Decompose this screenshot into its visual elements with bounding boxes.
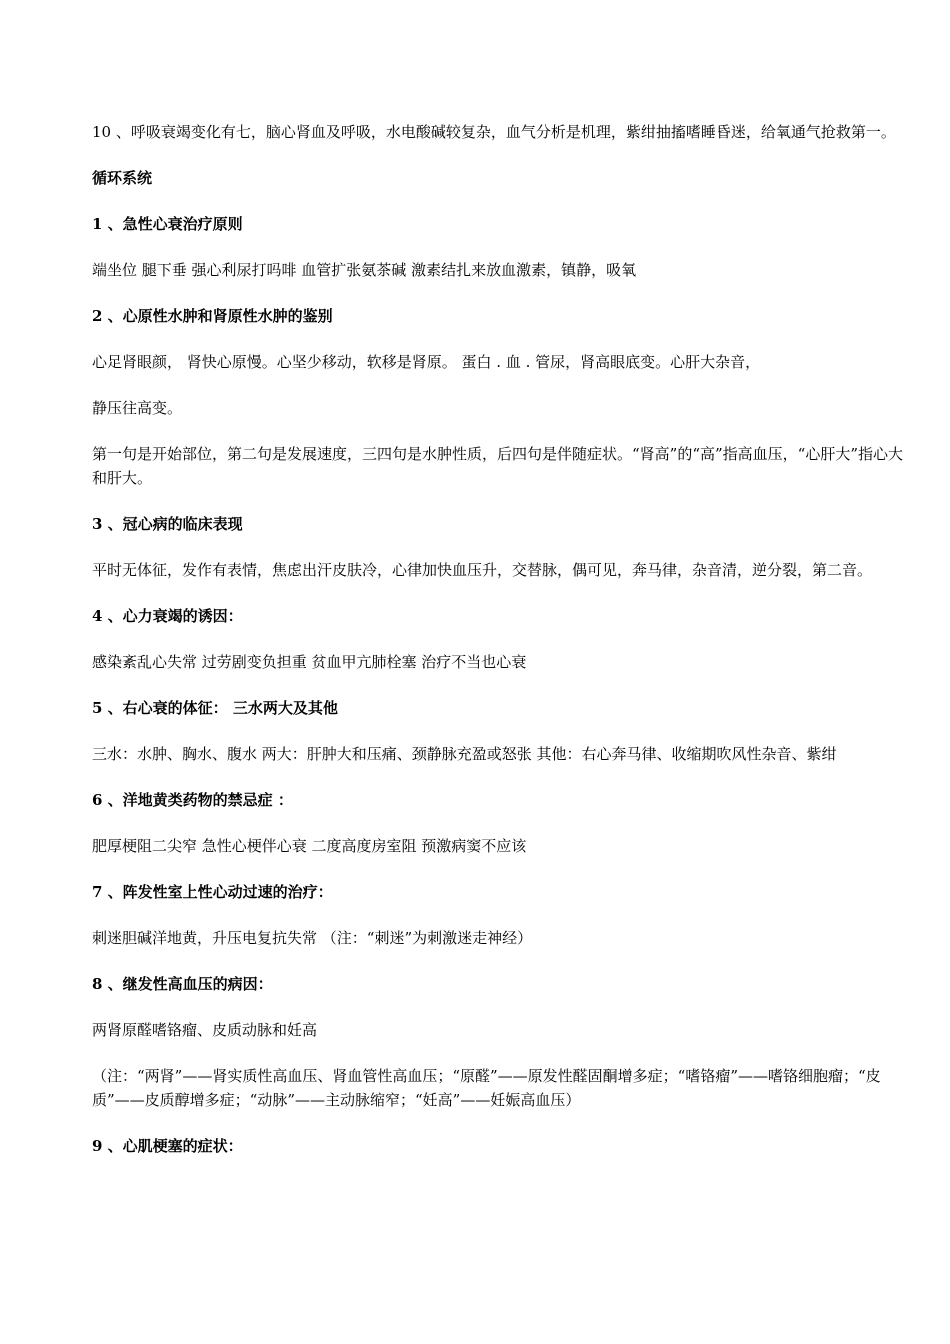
paragraph-acute-heart-failure-treatment: 端坐位 腿下垂 强心利尿打吗啡 血管扩张氨茶碱 激素结扎来放血激素，镇静，吸氧: [92, 261, 637, 279]
heading-coronary-heart-disease: 3 、冠心病的临床表现: [92, 515, 243, 533]
heading-acute-heart-failure-treatment: 1 、急性心衰治疗原则: [92, 215, 243, 233]
paragraph-digitalis-contraindications: 肥厚梗阻二尖窄 急性心梗伴心衰 二度高度房室阻 预激病窦不应该: [92, 837, 527, 855]
paragraph-edema-mnemonic-2: 静压往高变。: [92, 399, 183, 417]
heading-right-heart-failure-signs: 5 、右心衰的体征： 三水两大及其他: [92, 699, 338, 717]
paragraph-coronary-heart-disease: 平时无体征，发作有表情，焦虑出汗皮肤冷，心律加快血压升，交替脉，偶可见，奔马律，杂音清，逆分裂，第二音。: [92, 561, 873, 579]
section-heading-circulatory-system: 循环系统: [92, 169, 153, 187]
paragraph-secondary-hypertension-notes: （注：“两肾”——肾实质性高血压、肾血管性高血压；“原醛”——原发性醛固酮增多症；“嗜铬瘤”——嗜铬细胞瘤；“皮质”——皮质醇增多症；“动脉”——主动脉缩窄；“妊高”——妊娠高血压）: [92, 1067, 881, 1109]
heading-heart-failure-causes: 4 、心力衰竭的诱因：: [92, 607, 243, 625]
heading-digitalis-contraindications: 6 、洋地黄类药物的禁忌症 ：: [92, 791, 293, 809]
heading-edema-differentiation: 2 、心原性水肿和肾原性水肿的鉴别: [92, 307, 333, 325]
paragraph-edema-explanation: 第一句是开始部位，第二句是发展速度，三四句是水肿性质，后四句是伴随症状。“肾高”的“高”指高血压，“心肝大”指心大和肝大。: [92, 445, 904, 487]
heading-myocardial-infarction-symptoms: 9 、心肌梗塞的症状：: [92, 1137, 243, 1155]
heading-svt-treatment: 7 、阵发性室上性心动过速的治疗：: [92, 883, 333, 901]
paragraph-right-heart-failure-signs: 三水：水肿、胸水、腹水 两大：肝肿大和压痛、颈静脉充盈或怒张 其他：右心奔马律、收缩期吹风性杂音、紫绀: [92, 745, 837, 763]
paragraph-heart-failure-causes: 感染紊乱心失常 过劳剧变负担重 贫血甲亢肺栓塞 治疗不当也心衰: [92, 653, 527, 671]
paragraph-svt-treatment: 刺迷胆碱洋地黄，升压电复抗失常 （注：“刺迷”为刺激迷走神经）: [92, 929, 533, 947]
document-page: [92, 120, 907, 1180]
heading-secondary-hypertension: 8 、继发性高血压的病因：: [92, 975, 273, 993]
paragraph-secondary-hypertension: 两肾原醛嗜铬瘤、皮质动脉和妊高: [92, 1021, 318, 1039]
paragraph-respiratory-failure: 10 、呼吸衰竭变化有七，脑心肾血及呼吸，水电酸碱较复杂，血气分析是机理，紫绀抽搐嗜睡昏迷，给氧通气抢救第一。: [92, 123, 896, 141]
paragraph-edema-mnemonic-1: 心足肾眼颜， 肾快心原慢。心坚少移动，软移是肾原。 蛋白 . 血 . 管尿，肾高眼底变。心肝大杂音，: [92, 353, 761, 371]
